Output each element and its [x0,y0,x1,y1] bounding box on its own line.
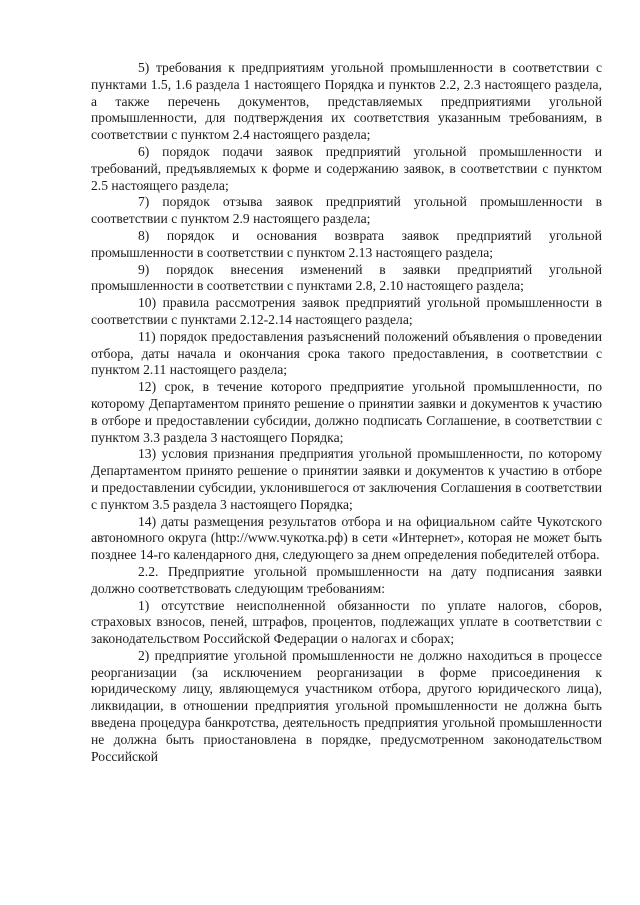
document-body [91,60,602,765]
paragraph-item-13: 13) условия признания предприятия угольной промышленности, по которому Департаментом принято решение о принятии заявки и документов к участию в отборе и предоставлении субсидии, уклонившегося от заключения Соглашения в соответствии с пунктом 3.5 раздела 3 настоящего Порядка; [91,446,602,512]
paragraph-requirement-2: 2) предприятие угольной промышленности не должно находиться в процессе реорганизации (за исключением реорганизации в форме присоединения к юридическому лицу, являющемуся участником отбора, другого юридического лица), ликвидации, в отношении предприятия угольной промышленности не должна быть введена процедура банкротства, деятельность предприятия угольной промышленности не должна быть приостановлена в порядке, предусмотренном законодательством Российской [91,647,602,764]
paragraph-item-7: 7) порядок отзыва заявок предприятий угольной промышленности в соответствии с пунктом 2.9 настоящего раздела; [91,194,602,227]
paragraph-item-6: 6) порядок подачи заявок предприятий угольной промышленности и требований, предъявляемых к форме и содержанию заявок, в соответствии с пунктом 2.5 настоящего раздела; [91,143,602,193]
paragraph-section-2-2: 2.2. Предприятие угольной промышленности на дату подписания заявки должно соответствовать следующим требованиям: [91,563,602,596]
paragraph-item-10: 10) правила рассмотрения заявок предприятий угольной промышленности в соответствии с пунктами 2.12-2.14 настоящего раздела; [91,295,602,327]
paragraph-item-12: 12) срок, в течение которого предприятие угольной промышленности, по которому Департаментом принято решение о принятии заявки и документов к участию в отборе и предоставлении субсидии, должно подписать Соглашение, в соответствии с пунктом 3.3 раздела 3 настоящего Порядка; [91,379,602,445]
paragraph-item-8: 8) порядок и основания возврата заявок предприятий угольной промышленности в соответствии с пунктом 2.13 настоящего раздела; [91,227,602,260]
paragraph-item-5: 5) требования к предприятиям угольной промышленности в соответствии с пунктами 1.5, 1.6 раздела 1 настоящего Порядка и пунктов 2.2, 2.3 настоящего раздела, а также перечень документов, представляемых предприятиями угольной промышленности, для подтверждения их соответствия указанным требованиям, в соответствии с пунктом 2.4 настоящего раздела; [91,60,602,143]
paragraph-item-9: 9) порядок внесения изменений в заявки предприятий угольной промышленности в соответствии с пунктами 2.8, 2.10 настоящего раздела; [91,261,602,294]
paragraph-requirement-1: 1) отсутствие неисполненной обязанности по уплате налогов, сборов, страховых взносов, пеней, штрафов, процентов, подлежащих уплате в соответствии с законодательством Российской Федерации о налогах и сборах; [91,597,602,647]
paragraph-item-14: 14) даты размещения результатов отбора и на официальном сайте Чукотского автономного округа (http://www.чукотка.рф) в сети «Интернет», которая не может быть позднее 14-го календарного дня, следующего за днем определения победителей отбора. [91,513,602,563]
paragraph-item-11: 11) порядок предоставления разъяснений положений объявления о проведении отбора, даты начала и окончания срока такого предоставления, в соответствии с пунктом 2.11 настоящего раздела; [91,328,602,378]
